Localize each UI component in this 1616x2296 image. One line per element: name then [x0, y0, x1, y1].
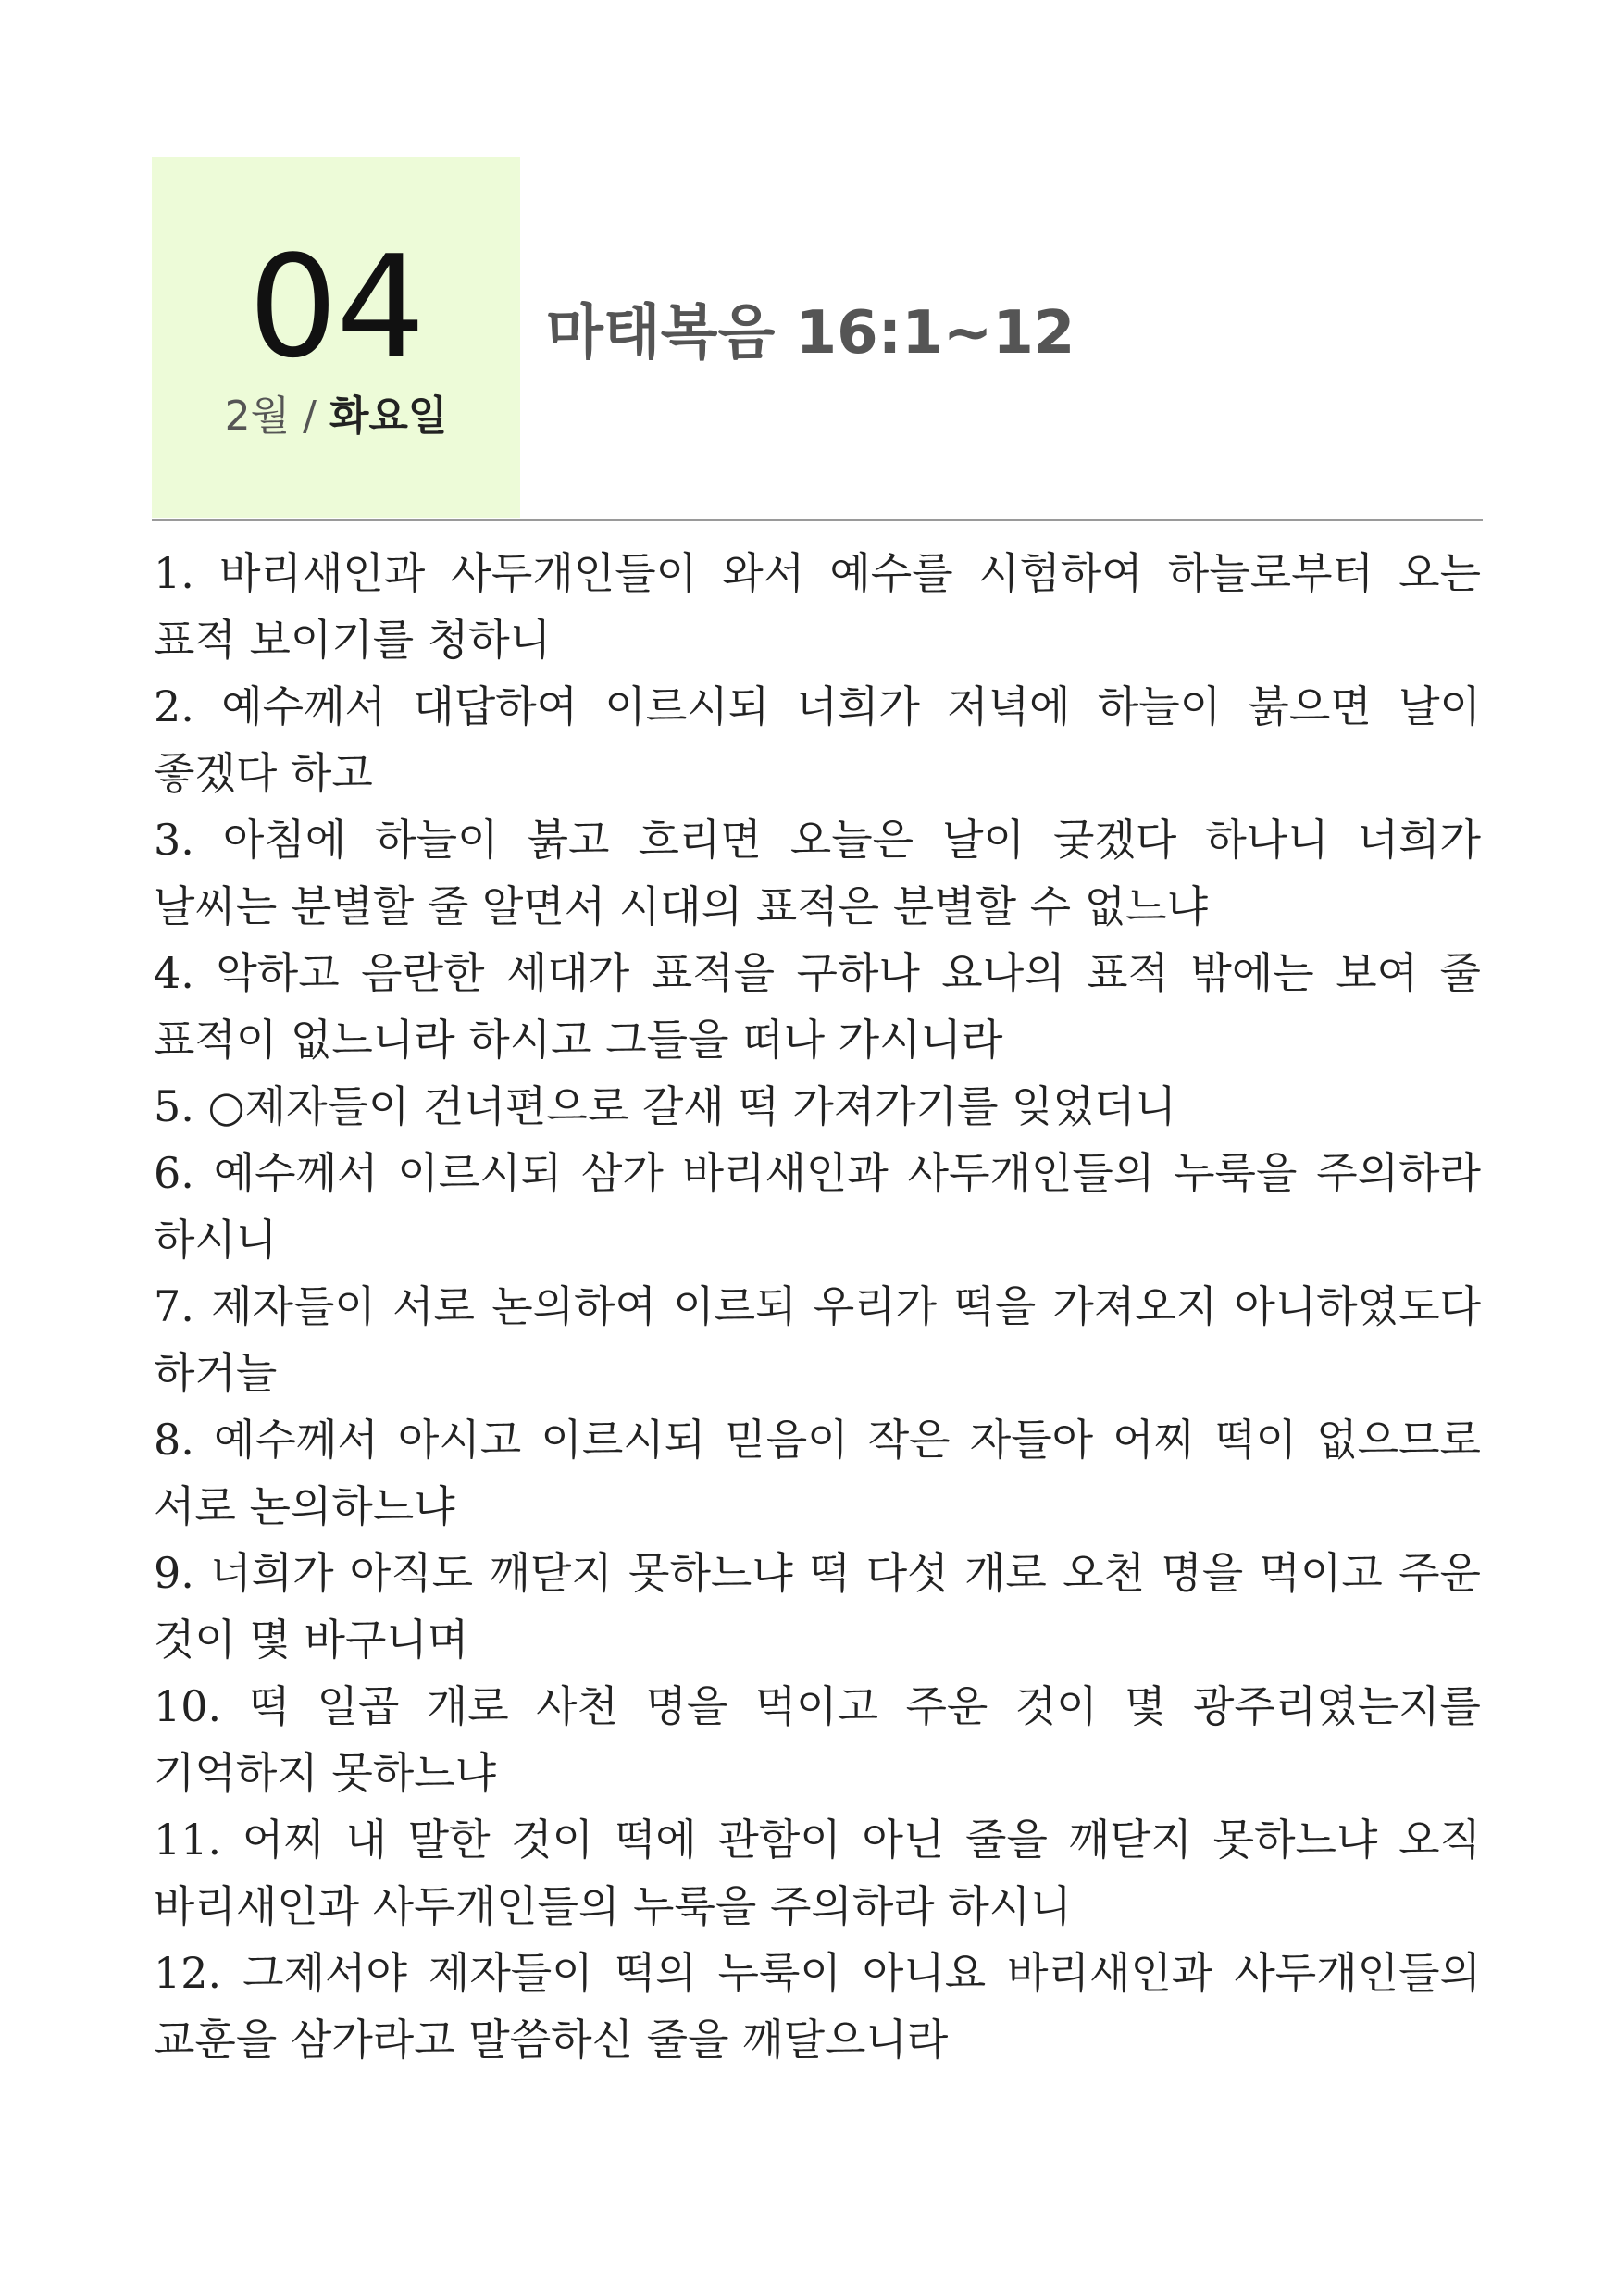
date-box	[152, 157, 520, 518]
verse-6: 6. 예수께서 이르시되 삼가 바리새인과 사두개인들의 누룩을 주의하라 하시니	[154, 1148, 1481, 1265]
verse-2: 2. 예수께서 대답하여 이르시되 너희가 저녁에 하늘이 붉으면 날이 좋겠다 하고	[154, 681, 1481, 798]
verse-7: 7. 제자들이 서로 논의하여 이르되 우리가 떡을 가져오지 아니하였도다 하거늘	[154, 1281, 1481, 1398]
verse-10: 10. 떡 일곱 개로 사천 명을 먹이고 주운 것이 몇 광주리였는지를 기억하지 못하느냐	[154, 1681, 1481, 1798]
verse-4: 4. 악하고 음란한 세대가 표적을 구하나 요나의 표적 밖에는 보여 줄 표적이 없느니라 하시고 그들을 떠나 가시니라	[154, 948, 1481, 1065]
header-divider	[152, 519, 1483, 521]
verse-3: 3. 아침에 하늘이 붉고 흐리면 오늘은 날이 궂겠다 하나니 너희가 날씨는 분별할 줄 알면서 시대의 표적은 분별할 수 없느냐	[154, 815, 1481, 931]
verse-1: 1. 바리새인과 사두개인들이 와서 예수를 시험하여 하늘로부터 오는 표적 보이기를 청하니	[154, 548, 1481, 665]
passage-title: 마태복음 16:1~12	[546, 299, 1075, 368]
verse-8: 8. 예수께서 아시고 이르시되 믿음이 작은 자들아 어찌 떡이 없으므로 서로 논의하느냐	[154, 1415, 1481, 1531]
month-weekday-line	[152, 393, 520, 440]
verse-9: 9. 너희가 아직도 깨닫지 못하느냐 떡 다섯 개로 오천 명을 먹이고 주운 것이 몇 바구니며	[154, 1548, 1481, 1665]
date-separator: /	[303, 393, 317, 440]
weekday-label: 화요일	[329, 393, 448, 440]
verse-5: 5. ○제자들이 건너편으로 갈새 떡 가져가기를 잊었더니	[154, 1081, 1176, 1131]
day-number: 04	[248, 225, 424, 389]
month-label: 2월	[224, 393, 291, 440]
verse-11: 11. 어찌 내 말한 것이 떡에 관함이 아닌 줄을 깨닫지 못하느냐 오직 바리새인과 사두개인들의 누룩을 주의하라 하시니	[154, 1815, 1481, 1931]
verse-list	[154, 540, 1481, 2073]
verse-12: 12. 그제서야 제자들이 떡의 누룩이 아니요 바리새인과 사두개인들의 교훈을 삼가라고 말씀하신 줄을 깨달으니라	[154, 1948, 1481, 2065]
